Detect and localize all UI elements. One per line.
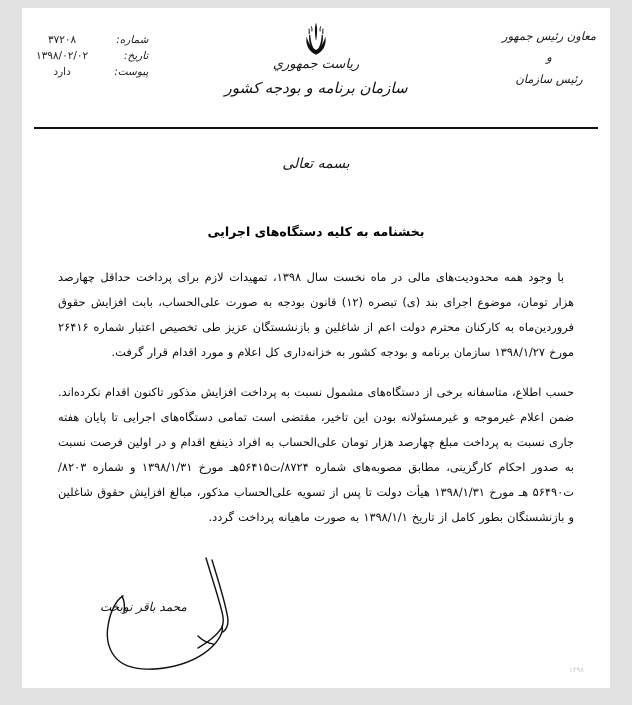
page-title: بخشنامه به کلیه دستگاه‌های اجرایی <box>207 224 425 239</box>
document-meta-block <box>36 34 148 78</box>
letterhead-divider <box>34 127 598 129</box>
meta-label-date: تاریخ: <box>123 50 149 62</box>
handwritten-signature-icon <box>66 556 296 676</box>
meta-label-attachment: پیوست: <box>114 66 149 78</box>
body-paragraph-1: با وجود همه محدودیت‌های مالی در ماه نخست سال ۱۳۹۸، تمهیدات لازم برای پرداخت حداقل چهارصد هزار تومان، موضوع اجرای بند (ی) تبصره (۱۲) قانون بودجه به صورت علی‌الحساب، بابت افزایش حقوق فروردین‌ماه به کارکنان محترم دولت اعم از شاغلین و بازنشستگان عزیز طی تخصیص اعتبار شماره ۲۶۴۱۶ مورخ ۱۳۹۸/۱/۲۷ سازمان برنامه و بودجه کشور به خزانه‌داری کل اعلام و مورد اقدام قرار گرفت. <box>58 270 575 359</box>
footer-faint-text: ۱۳۹۸ <box>568 666 584 674</box>
signature-block <box>66 556 296 676</box>
organization-line-1: رياست جمهوري <box>272 57 360 72</box>
officer-title-conjunction: و <box>546 50 552 65</box>
document-body <box>22 156 610 530</box>
officer-title-line-1: معاون رئيس جمهور <box>502 29 596 43</box>
basmala-text: بسمه تعالی <box>282 156 350 172</box>
officer-title-block <box>502 26 596 90</box>
meta-value-date: ۱۳۹۸/۰۲/۰۲ <box>36 50 89 62</box>
body-paragraph-2: حسب اطلاع، متاسفانه برخی از دستگاه‌های مشمول نسبت به پرداخت افزایش مذکور تاکنون اقدام نکرده‌اند. ضمن اعلام غیرموجه و غیرمسئولانه بودن این تاخیر، مقتضی است تمامی دستگاه‌های اجرایی تا پایان هفته جاری نسبت به پرداخت مبلغ چهارصد هزار تومان علی‌الحساب به افراد ذینفع اقدام و در اولین فرصت نسبت به صدور احکام کارگزینی، مطابق مصوبه‌های شماره ۸۷۲۴/ت۵۶۴۱۵هـ مورخ ۱۳۹۸/۱/۳۱ و شماره ۸۲۰۳/ت۵۶۴۹۰ هـ مورخ ۱۳۹۸/۱/۳۱ هیأت دولت تا پس از تسویه علی‌الحساب مذکور، مبالغ افزایش حقوق شاغلین و بازنشستگان بطور کامل از تاریخ ۱۳۹۸/۱/۱ به صورت ماهیانه پرداخت گردد. <box>58 385 574 524</box>
letterhead <box>22 8 610 130</box>
organization-name <box>224 56 407 100</box>
organization-line-2: سازمان برنامه و بودجه كشور <box>224 78 408 97</box>
meta-label-number: شماره: <box>116 34 149 46</box>
signature-name: محمد باقر نوبخت <box>100 600 187 614</box>
document-page <box>22 8 610 688</box>
iran-national-emblem-icon <box>299 20 333 60</box>
officer-title-line-2: رئيس سازمان <box>515 71 583 86</box>
meta-value-number: ۳۷۲۰۸ <box>48 34 77 46</box>
meta-value-attachment: دارد <box>53 66 71 78</box>
